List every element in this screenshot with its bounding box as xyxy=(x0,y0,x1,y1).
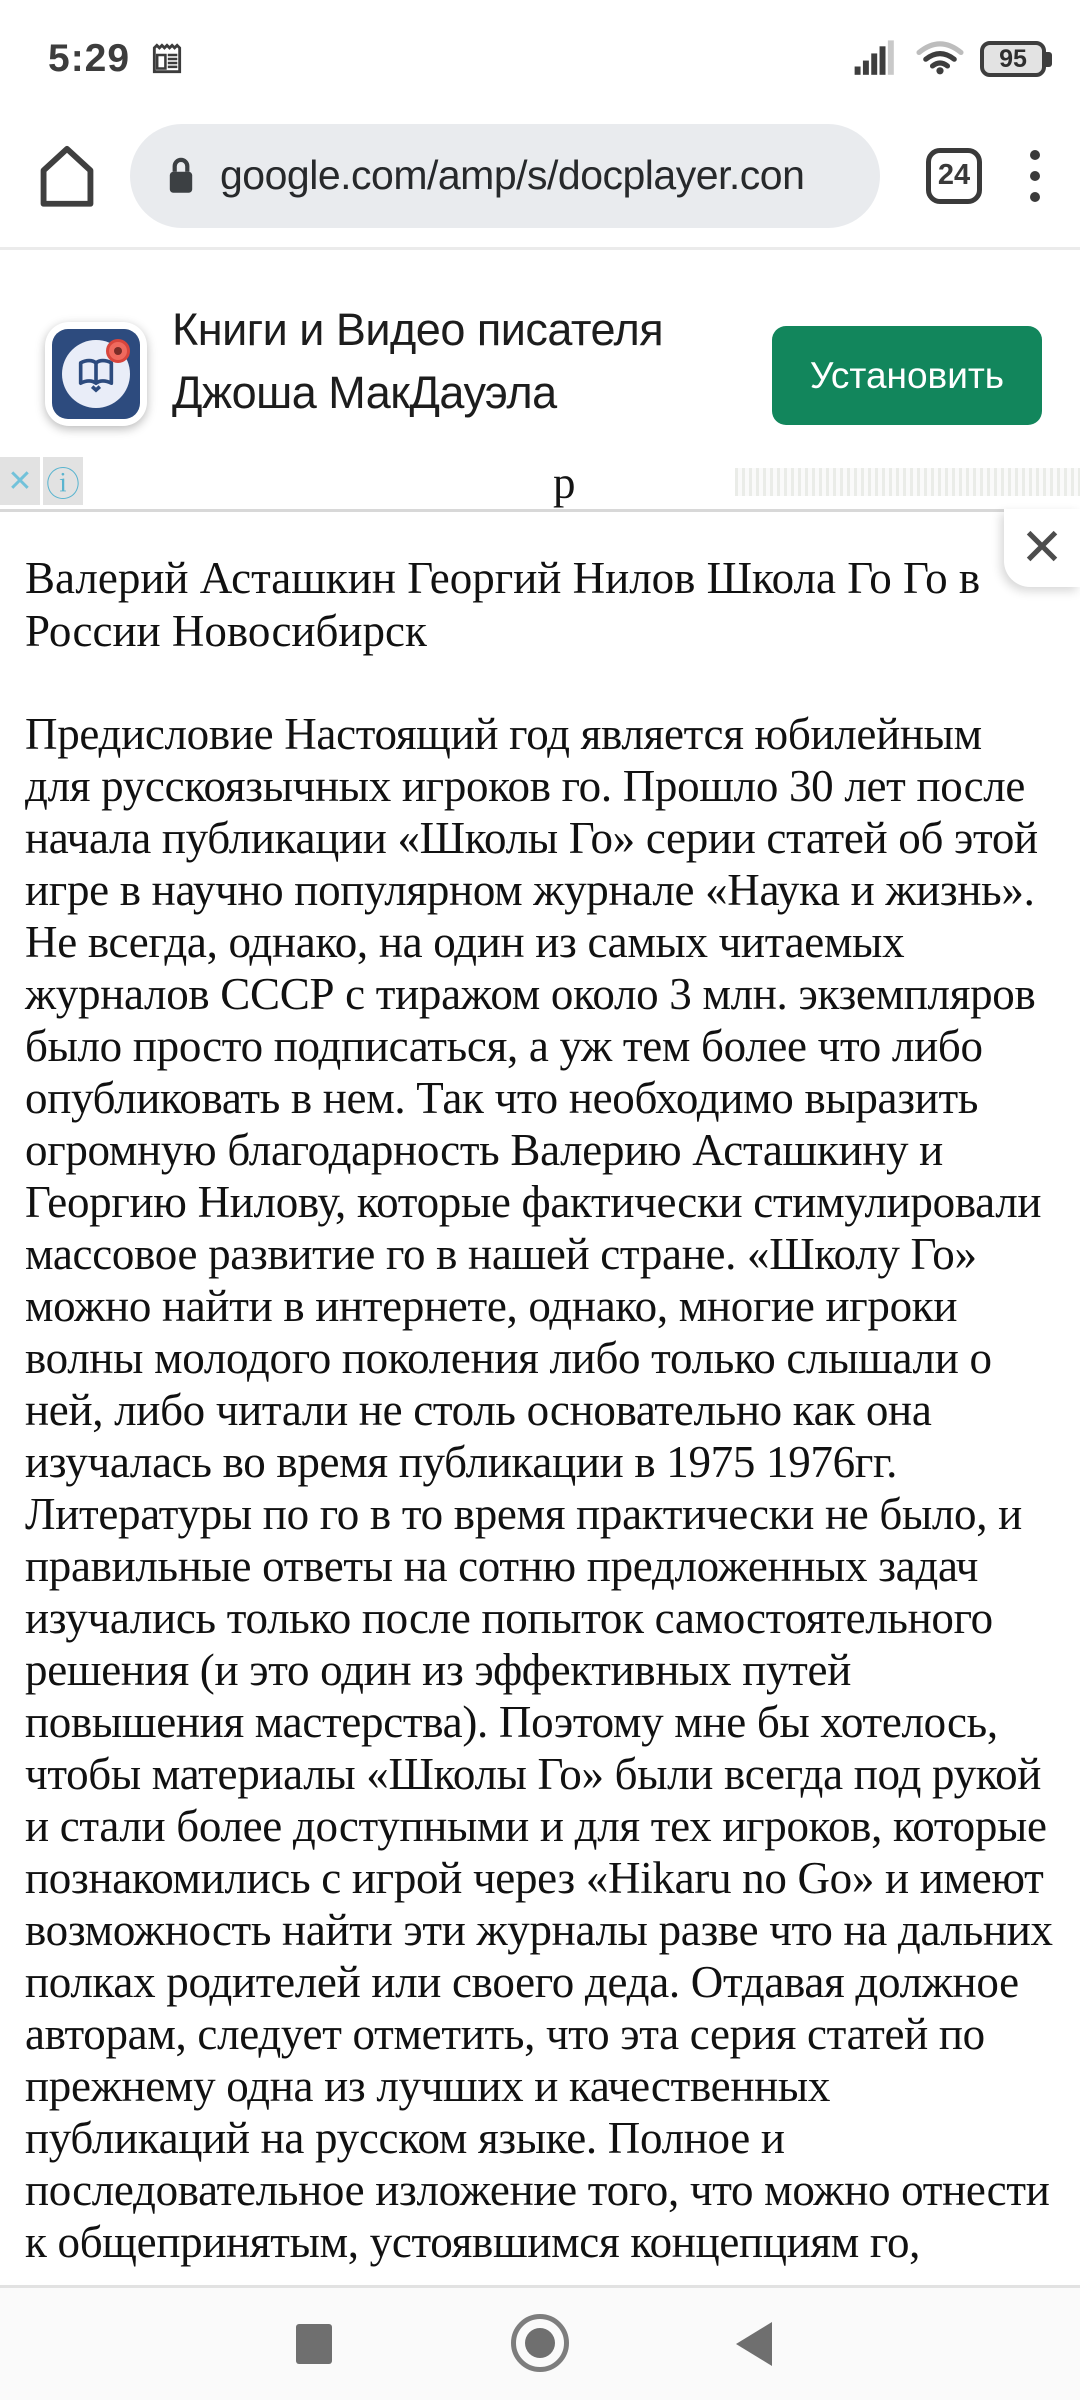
signal-strength-icon xyxy=(852,38,900,81)
ad-title-line1: Книги и Видео писателя xyxy=(172,304,664,355)
document-body-text: Предисловие Настоящий год является юбилейным для русскоязычных игроков го. Прошло 30 лет после начала публикации «Школы Го» серии статей об этой игре в научно популярном журнале «Наука и жизнь». Не всегда, однако, на один из самых читаемых журналов СССР с тиражом около 3 млн. экземпляров было просто подписаться, а уж тем более что либо опубликовать в нем. Так что необходимо выразить огромную благодарность Валерию Асташкину и Георгию Нилову, которые фактически стимулировали массовое развитие го в нашей стране. «Школу Го» можно найти в интернете, однако, многие игроки волны молодого поколения либо только слышали о ней, либо читали не столь основательно как она изучалась во время публикации в 1975 1976гг. Литературы по го в то время практически не было, и правильные ответы на сотню предложенных задач изучались только после попыток самостоятельного решения (и это один из эффективных путей повышения мастерства). Поэтому мне бы хотелось, чтобы материалы «Школы Го» были всегда под рукой и стали более доступными и для тех игроков, которые познакомились с игрой через «Hikaru no Go» и имеют возможность найти эти журналы разве что на дальних полках родителей или своего деда. Отдавая должное авторам, следует отметить, что эта серия статей по прежнему одна из лучших и качественных публикаций на русском языке. Полное и последовательное изложение того, что можно отнести к общепринятым, устоявшимся концепциям го, xyxy=(25,709,1053,2267)
android-home-button[interactable] xyxy=(511,2314,569,2372)
recents-button[interactable] xyxy=(296,2324,332,2364)
address-bar[interactable] xyxy=(130,124,880,228)
notes-notification-icon xyxy=(148,40,186,78)
browser-toolbar xyxy=(0,104,1080,250)
install-button[interactable]: Установить xyxy=(772,326,1042,425)
status-bar xyxy=(0,0,1080,104)
document-title: Валерий Асташкин Георгий Нилов Школа Го Го в России Новосибирск xyxy=(25,553,981,656)
tab-switcher-button[interactable] xyxy=(926,148,982,204)
ad-info-icon[interactable]: ⓘ xyxy=(43,457,83,505)
ad-close-icon[interactable]: ✕ xyxy=(0,457,40,505)
obscured-page-text xyxy=(735,468,1080,496)
home-button[interactable] xyxy=(30,137,104,215)
notification-badge xyxy=(106,339,130,363)
lock-icon[interactable] xyxy=(164,155,198,197)
close-overlay-button[interactable] xyxy=(1004,509,1080,587)
clipped-text-fragment: р xyxy=(553,458,576,508)
adchoices-controls xyxy=(0,457,86,505)
ad-title-line2: Джоша МакДауэла xyxy=(172,367,557,418)
back-button[interactable] xyxy=(736,2322,772,2366)
close-icon: ✕ xyxy=(1020,519,1064,577)
app-install-ad[interactable] xyxy=(0,250,1080,509)
url-text: google.com/amp/s/docplayer.con xyxy=(220,152,805,198)
tab-count: 24 xyxy=(937,159,971,191)
document-page xyxy=(0,509,1080,2399)
android-nav-bar xyxy=(0,2285,1080,2400)
wifi-icon xyxy=(916,39,964,80)
ad-title[interactable] xyxy=(172,298,663,424)
battery-icon xyxy=(980,41,1052,77)
browser-menu-button[interactable] xyxy=(1026,146,1044,206)
clock: 5:29 xyxy=(48,37,131,80)
battery-percent: 95 xyxy=(999,44,1027,73)
advertised-app-icon[interactable] xyxy=(45,322,147,426)
